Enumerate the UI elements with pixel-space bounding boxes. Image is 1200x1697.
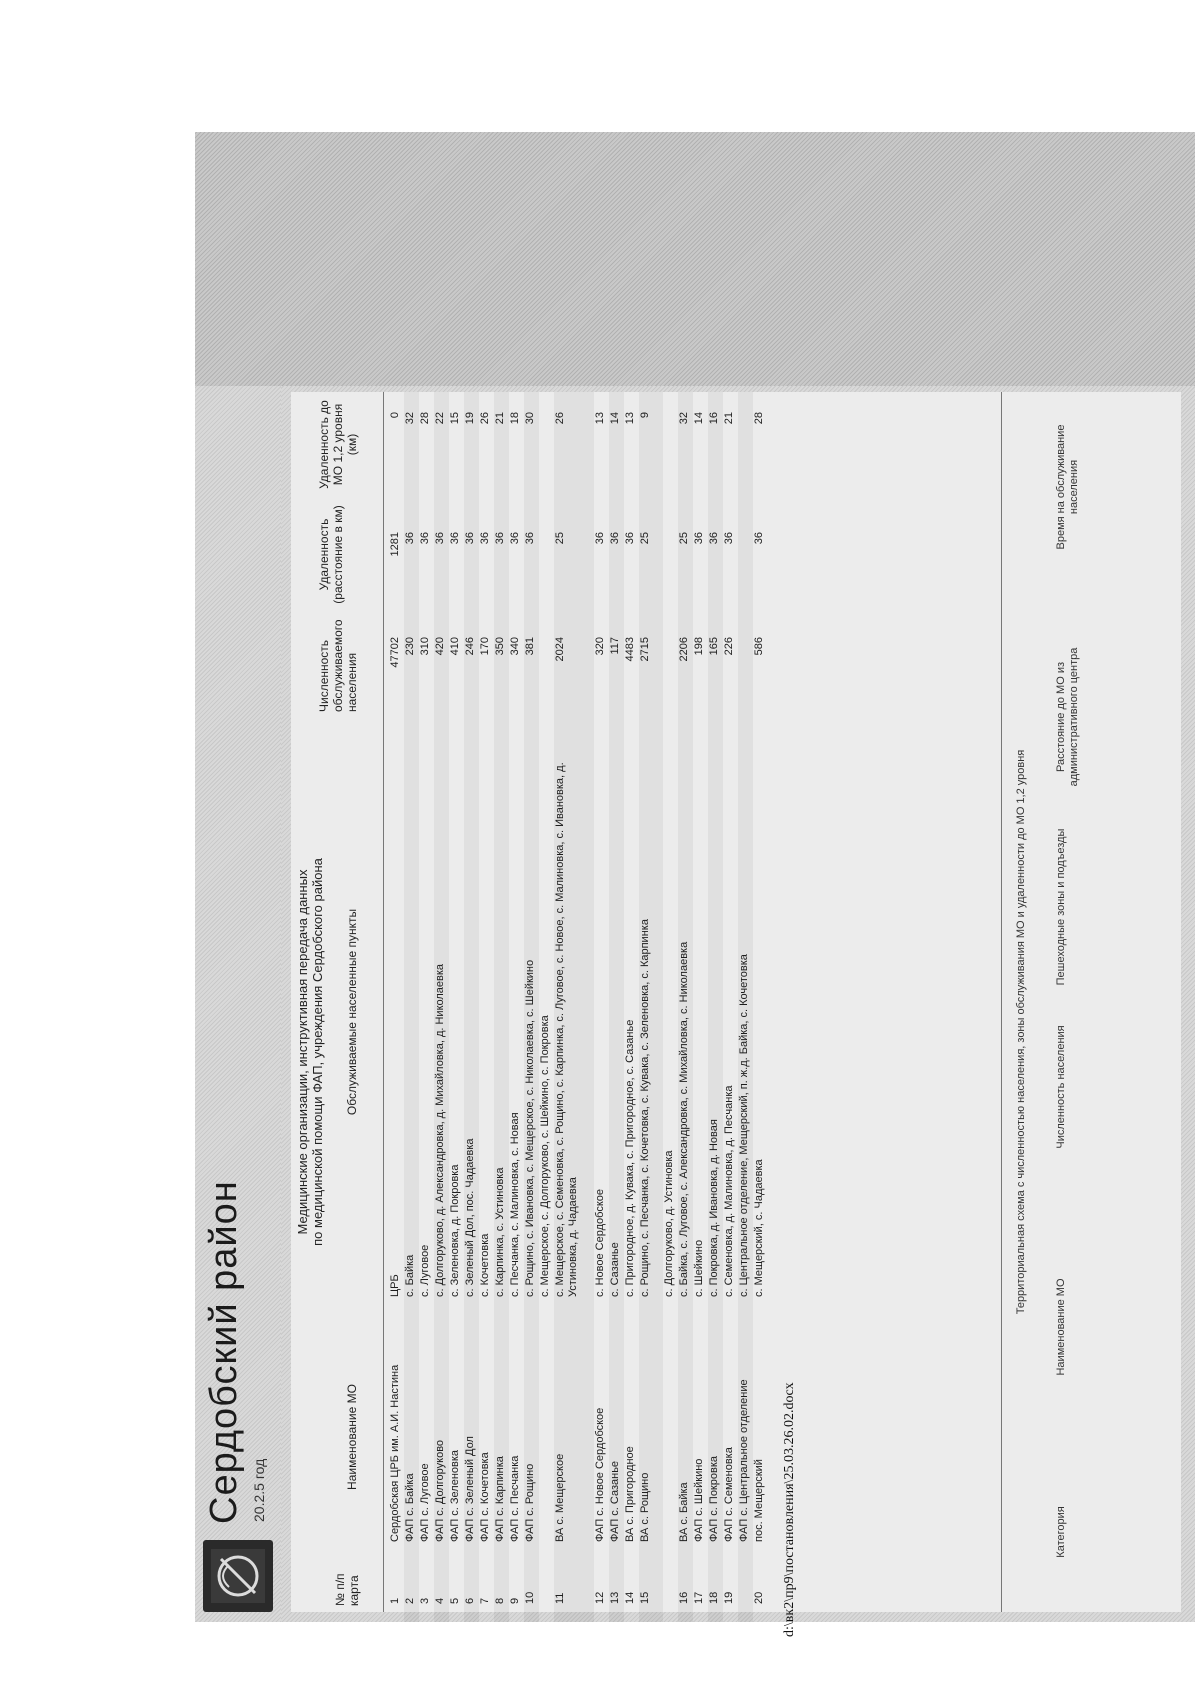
cell-rad: 36	[464, 532, 476, 545]
cell-name: ФАП с. Долгоруково	[434, 1439, 446, 1542]
cell-num: 19	[723, 1591, 735, 1604]
cell-name: ФАП с. Рощино	[524, 1463, 536, 1542]
column-header-number: № п/п карта	[333, 1573, 361, 1606]
sheet-margin	[195, 132, 1195, 386]
cell-num: 9	[509, 1597, 521, 1604]
cell-num: 6	[464, 1597, 476, 1604]
cell-pop: 47702	[389, 637, 401, 668]
legend-item: Численность населения	[1055, 1025, 1067, 1149]
legend-item: Время на обслуживание населения	[1055, 424, 1080, 550]
table-row	[524, 392, 539, 1622]
legend-item: Категория	[1055, 1506, 1067, 1558]
cell-num: 1	[389, 1597, 401, 1604]
cell-rad: 36	[479, 532, 491, 545]
cell-desc: с. Луговое	[419, 1244, 431, 1297]
cell-pop: 198	[693, 637, 705, 656]
cell-dist: 14	[693, 412, 705, 425]
table-row	[663, 392, 678, 1622]
header-rule	[383, 392, 384, 1612]
cell-pop: 340	[509, 637, 521, 656]
column-header-remoteness: Удаленность (расстояние в км)	[317, 505, 345, 604]
cell-num: 8	[494, 1597, 506, 1604]
cell-desc: с. Мещерский, с. Чадаевка	[753, 1159, 765, 1297]
rotated-scan	[195, 132, 1195, 1622]
caption-line: Медицинские организации, инструктивная передача данных	[295, 869, 310, 1235]
cell-desc: с. Покровка, д. Ивановка, д. Новая	[708, 1119, 720, 1297]
cell-pop: 165	[708, 637, 720, 656]
cell-pop: 170	[479, 637, 491, 656]
table-row	[624, 392, 639, 1622]
table-row	[554, 392, 594, 1622]
cell-name: ВА с. Пригородное	[624, 1446, 636, 1542]
cell-num: 12	[594, 1591, 606, 1604]
cell-rad: 36	[708, 532, 720, 545]
cell-name: ФАП с. Покровка	[708, 1456, 720, 1542]
cell-dist: 9	[639, 412, 651, 419]
cell-desc: с. Зеленый Дол, пос. Чадаевка	[464, 1138, 476, 1297]
cell-desc: с. Семеновка, д. Малиновка, д. Песчанка	[723, 1085, 735, 1297]
cell-desc: с. Долгоруково, д. Устиновка	[663, 1150, 675, 1297]
cell-desc: с. Шейкино	[693, 1239, 705, 1297]
cell-desc: с. Кочетовка	[479, 1233, 491, 1297]
cell-dist: 30	[524, 412, 536, 425]
table-row	[449, 392, 464, 1622]
cell-dist: 18	[509, 412, 521, 425]
cell-dist: 22	[434, 412, 446, 425]
cell-dist: 28	[753, 412, 765, 425]
cell-desc: с. Рощино, с. Ивановка, с. Мещерское, с. Николаевка, с. Шейкино	[524, 959, 536, 1297]
cell-dist: 28	[419, 412, 431, 425]
table-row	[494, 392, 509, 1622]
cell-rad: 36	[609, 532, 621, 545]
cell-dist: 19	[464, 412, 476, 425]
cell-desc: с. Центральное отделение, Мещерский, п. ж.д. Байка, с. Кочетовка	[738, 954, 750, 1297]
cell-name: ФАП с. Шейкино	[693, 1458, 705, 1542]
cell-pop: 2024	[554, 637, 566, 662]
cell-pop: 350	[494, 637, 506, 656]
cell-num: 18	[708, 1591, 720, 1604]
cell-name: ВА с. Байка	[678, 1482, 690, 1542]
cell-rad: 36	[594, 532, 606, 545]
cell-name: ФАП с. Карпинка	[494, 1456, 506, 1542]
cell-pop: 410	[449, 637, 461, 656]
cell-num: 10	[524, 1591, 536, 1604]
column-header-served-settlements: Обслуживаемые населенные пункты	[345, 908, 359, 1116]
cell-pop: 4483	[624, 637, 636, 662]
legend-title: Территориальная схема с численностью населения, зоны обслуживания МО и удаленности до МО 1,2 уровня	[1015, 749, 1027, 1315]
table-row	[639, 392, 663, 1622]
cell-dist: 13	[594, 412, 606, 425]
cell-desc: с. Зеленовка, д. Покровка	[449, 1164, 461, 1297]
column-header-name: Наименование МО	[345, 1384, 359, 1490]
cell-rad: 36	[723, 532, 735, 545]
cell-num: 13	[609, 1591, 621, 1604]
cell-name: пос. Мещерский	[753, 1459, 765, 1542]
cell-pop: 586	[753, 637, 765, 656]
table-row	[609, 392, 624, 1622]
cell-desc: с. Мещерское, с. Долгоруково, с. Шейкино, с. Покровка	[539, 1015, 551, 1297]
cell-dist: 26	[554, 412, 566, 425]
table-row	[753, 392, 768, 1622]
cell-dist: 32	[678, 412, 690, 425]
cell-rad: 25	[639, 532, 651, 545]
cell-num: 7	[479, 1597, 491, 1604]
cell-name: ФАП с. Песчанка	[509, 1455, 521, 1542]
scanned-sheet	[195, 132, 1195, 1622]
cell-rad: 36	[524, 532, 536, 545]
cell-dist: 0	[389, 412, 401, 419]
cell-dist: 16	[708, 412, 720, 425]
cell-pop: 320	[594, 637, 606, 656]
region-date: 20.2.5 год	[251, 1458, 267, 1522]
cell-rad: 36	[753, 532, 765, 545]
cell-rad: 25	[678, 532, 690, 545]
cell-num: 14	[624, 1591, 636, 1604]
cell-pop: 117	[609, 637, 621, 655]
table-row	[509, 392, 524, 1622]
cell-rad: 36	[404, 532, 416, 545]
cell-name: ФАП с. Байка	[404, 1473, 416, 1542]
region-emblem-icon	[209, 1547, 267, 1605]
cell-dist: 26	[479, 412, 491, 425]
cell-name: ФАП с. Сазанье	[609, 1460, 621, 1542]
file-path-footer: d:\вк2\пр9\постановления\25.03.26.02.docx	[782, 1382, 797, 1637]
cell-rad: 36	[509, 532, 521, 545]
cell-rad: 36	[693, 532, 705, 545]
cell-desc: с. Рощино, с. Песчанка, с. Кочетовка, с. Кувака, с. Зеленовка, с. Карпинка	[639, 919, 651, 1297]
cell-rad: 25	[554, 532, 566, 545]
cell-dist: 32	[404, 412, 416, 425]
cell-desc: с. Карпинка, с. Устиновка	[494, 1167, 506, 1297]
table-row	[594, 392, 609, 1622]
cell-name: ФАП с. Новое Сердобское	[594, 1407, 606, 1542]
cell-rad: 36	[624, 532, 636, 545]
cell-dist: 15	[449, 412, 461, 425]
column-header-population: Численность обслуживаемого населения	[317, 619, 359, 712]
cell-num: 2	[404, 1597, 416, 1604]
cell-pop: 230	[404, 637, 416, 656]
cell-desc: с. Мещерское, с. Семеновка, с. Рощино, с. Карпинка, с. Луговое, с. Новое, с. Малиновка, с. Ивановка, д. Устиновка, д. Чадаевка	[554, 762, 579, 1297]
legend-rule	[1001, 392, 1002, 1612]
table-row	[539, 392, 554, 1622]
cell-name: Сердобская ЦРБ им. А.И. Настина	[389, 1364, 401, 1542]
table-row	[693, 392, 708, 1622]
cell-pop: 226	[723, 637, 735, 656]
region-name: Сердобский район	[203, 1180, 245, 1524]
cell-num: 11	[554, 1592, 566, 1604]
cell-desc: с. Новое Сердобское	[594, 1189, 606, 1297]
cell-rad: 36	[434, 532, 446, 545]
cell-rad: 36	[419, 532, 431, 545]
table-row	[434, 392, 449, 1622]
table-row	[708, 392, 723, 1622]
caption-line: по медицинской помощи ФАП, учреждения Сердобского района	[310, 858, 325, 1246]
cell-dist: 21	[494, 412, 506, 425]
cell-dist: 13	[624, 412, 636, 425]
cell-name: ВА с. Рощино	[639, 1472, 651, 1542]
cell-desc: с. Сазанье	[609, 1242, 621, 1297]
cell-num: 5	[449, 1597, 461, 1604]
legend-item: Расстояние до МО из административного центра	[1055, 647, 1080, 787]
cell-num: 4	[434, 1597, 446, 1604]
cell-pop: 420	[434, 637, 446, 656]
cell-name: ФАП с. Луговое	[419, 1463, 431, 1542]
table-row	[723, 392, 738, 1622]
cell-num: 3	[419, 1597, 431, 1604]
table-caption	[295, 612, 325, 1492]
cell-dist: 14	[609, 412, 621, 425]
cell-pop: 246	[464, 637, 476, 656]
cell-dist: 21	[723, 412, 735, 425]
cell-rad: 36	[449, 532, 461, 545]
legend-item: Наименование МО	[1055, 1278, 1067, 1376]
cell-pop: 381	[524, 637, 536, 656]
table-row	[419, 392, 434, 1622]
cell-pop: 2715	[639, 637, 651, 662]
cell-name: ФАП с. Зеленый Дол	[464, 1436, 476, 1542]
column-header-distance: Удаленность до МО 1,2 уровня (км)	[317, 400, 359, 489]
cell-name: ВА с. Мещерское	[554, 1453, 566, 1542]
cell-desc: с. Байка, с. Луговое, с. Александровка, с. Михайловка, с. Николаевка	[678, 941, 690, 1297]
table-body	[389, 392, 768, 1622]
table-row	[678, 392, 693, 1622]
cell-desc: с. Песчанка, с. Малиновка, с. Новая	[509, 1112, 521, 1297]
cell-desc: с. Долгоруково, д. Александровка, д. Михайловка, д. Николаевка	[434, 963, 446, 1297]
cell-name: ФАП с. Центральное отделение	[738, 1379, 750, 1542]
cell-desc: ЦРБ	[389, 1274, 401, 1297]
cell-num: 15	[639, 1591, 651, 1604]
region-logo	[203, 1540, 273, 1612]
table-row	[479, 392, 494, 1622]
table-row	[404, 392, 419, 1622]
cell-name: ФАП с. Кочетовка	[479, 1452, 491, 1542]
table-row	[389, 392, 404, 1622]
cell-num: 17	[693, 1591, 705, 1604]
cell-num: 16	[678, 1591, 690, 1604]
table-row	[738, 392, 753, 1622]
cell-pop: 2206	[678, 637, 690, 662]
cell-name: ФАП с. Семеновка	[723, 1447, 735, 1542]
legend-item: Пешеходные зоны и подъезды	[1055, 828, 1067, 986]
table-row	[464, 392, 479, 1622]
cell-rad: 1281	[389, 532, 401, 557]
cell-desc: с. Пригородное, д. Кувака, с. Пригородное, с. Сазанье	[624, 1019, 636, 1297]
cell-desc: с. Байка	[404, 1254, 416, 1297]
cell-name: ФАП с. Зеленовка	[449, 1449, 461, 1542]
cell-num: 20	[753, 1591, 765, 1604]
cell-pop: 310	[419, 637, 431, 656]
cell-rad: 36	[494, 532, 506, 545]
